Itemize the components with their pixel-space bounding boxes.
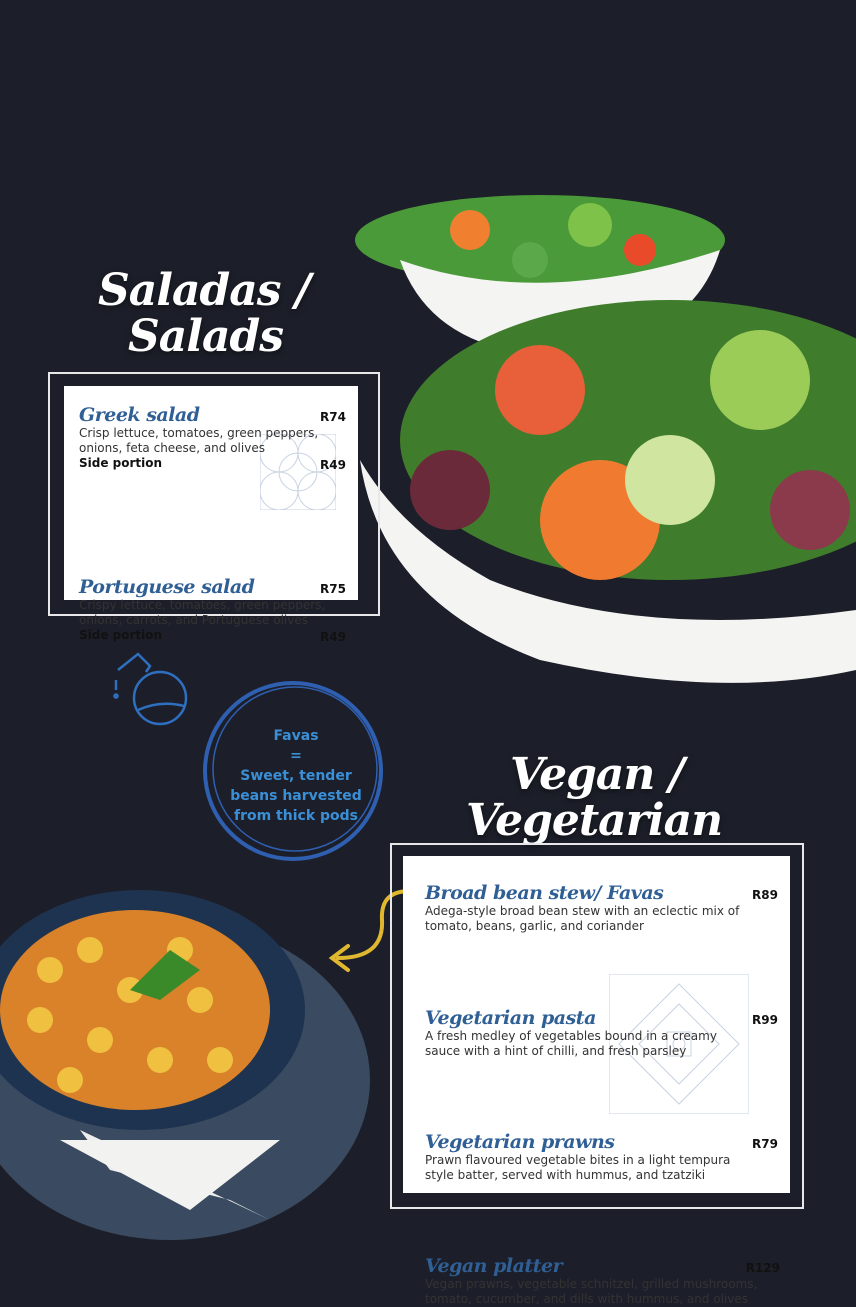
menu-item: [425, 1255, 790, 1307]
side-portion-label: Side portion: [79, 628, 163, 642]
salads-menu-card: [64, 386, 358, 644]
side-portion-label: Side portion: [79, 456, 163, 470]
menu-item: [79, 404, 358, 471]
vegan-title-line2: Vegetarian: [466, 795, 723, 846]
item-price: R89: [752, 888, 778, 902]
salads-title-line2: Salads: [128, 311, 284, 362]
menu-item: [425, 1131, 790, 1183]
item-price: R99: [752, 1013, 778, 1027]
item-description: Adega-style broad bean stew with an eclectic mix of tomato, beans, garlic, and coriander: [425, 904, 740, 933]
item-name: Broad bean stew/ Favas: [425, 882, 664, 904]
menu-item: [425, 1007, 790, 1059]
item-description: Prawn flavoured vegetable bites in a light tempura style batter, served with hummus, and tzatziki: [425, 1153, 731, 1182]
badge-title: Favas: [273, 728, 319, 744]
vegan-title: [466, 749, 723, 846]
salads-title-line1: Saladas /: [98, 265, 310, 316]
side-portion-price: R49: [320, 458, 346, 472]
item-description: A fresh medley of vegetables bound in a creamy sauce with a hint of chilli, and fresh parsley: [425, 1029, 717, 1058]
item-description: Crisp lettuce, tomatoes, green peppers, onions, feta cheese, and olives: [79, 426, 319, 455]
item-price: R75: [320, 582, 346, 596]
item-name: Portuguese salad: [79, 576, 255, 598]
item-price: R74: [320, 410, 346, 424]
menu-item: [425, 882, 790, 934]
item-name: Vegan platter: [425, 1255, 563, 1277]
salads-title: [98, 265, 310, 362]
badge-equals: =: [290, 748, 302, 764]
salad-photo: [340, 180, 856, 710]
favas-badge: [228, 726, 364, 826]
item-price: R129: [745, 1261, 780, 1275]
item-name: Greek salad: [79, 404, 200, 426]
item-price: R79: [752, 1137, 778, 1151]
item-description: Vegan prawns, vegetable schnitzel, grilled mushrooms, tomato, cucumber, and dills with hummus, and olives: [425, 1277, 758, 1306]
vegan-title-line1: Vegan /: [510, 749, 684, 800]
vegan-menu-card: [403, 856, 790, 1306]
item-description: Crispy lettuce, tomatoes, green peppers, onions, carrots, and Portuguese olives: [79, 598, 326, 627]
side-portion-price: R49: [320, 630, 346, 644]
item-name: Vegetarian prawns: [425, 1131, 615, 1153]
menu-item: [79, 576, 358, 643]
flask-icon: [110, 650, 194, 730]
badge-description: Sweet, tender beans harvested from thick pods: [230, 768, 362, 824]
item-name: Vegetarian pasta: [425, 1007, 596, 1029]
